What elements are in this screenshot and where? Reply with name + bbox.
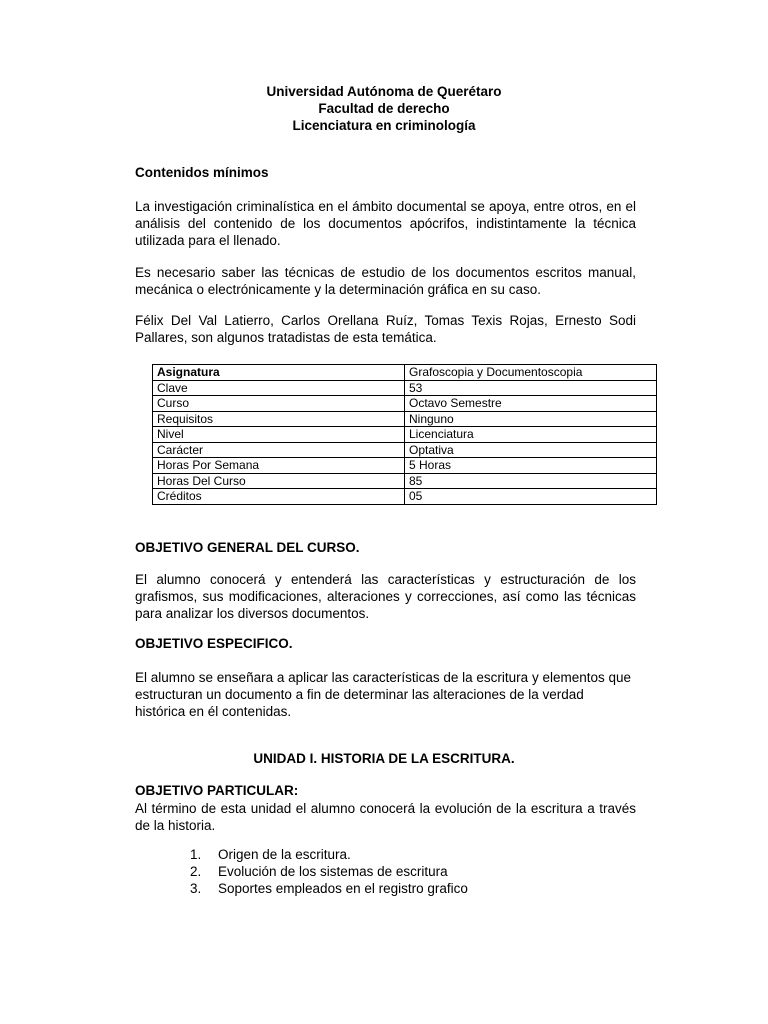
contenidos-title: Contenidos mínimos [135, 165, 269, 180]
list-item-number: 3. [190, 881, 202, 896]
table-cell-value: Optativa [405, 442, 657, 458]
table-row [153, 442, 657, 458]
table-row [153, 489, 657, 505]
course-info-table [152, 364, 657, 505]
objetivo-particular-text: Al término de esta unidad el alumno conocerá la evolución de la escritura a través de la historia. [135, 801, 636, 833]
document-header [0, 83, 768, 134]
table-row [153, 473, 657, 489]
program-name: Licenciatura en criminología [292, 118, 476, 133]
faculty-name: Facultad de derecho [318, 101, 450, 116]
contenidos-paragraph-3: Félix Del Val Latierro, Carlos Orellana Ruíz, Tomas Texis Rojas, Ernesto Sodi Pallares, son algunos tratadistas de esta temática. [135, 313, 636, 345]
objetivo-especifico-text: El alumno se enseñara a aplicar las características de la escritura y elementos que estructuran un documento a fin de determinar las alteraciones de la verdad histórica en él contenidas. [135, 670, 631, 719]
list-item-text: Soportes empleados en el registro grafico [218, 881, 468, 896]
table-cell-label: Requisitos [153, 411, 405, 427]
objetivo-particular-title: OBJETIVO PARTICULAR: [135, 783, 299, 798]
table-cell-value: 53 [405, 380, 657, 396]
university-name: Universidad Autónoma de Querétaro [266, 84, 502, 99]
table-cell-value: 85 [405, 473, 657, 489]
list-item-text: Origen de la escritura. [218, 847, 351, 862]
list-item [190, 880, 468, 897]
table-row [153, 458, 657, 474]
table-cell-label: Carácter [153, 442, 405, 458]
objetivo-especifico-title: OBJETIVO ESPECIFICO. [135, 636, 293, 651]
table-cell-label: Clave [153, 380, 405, 396]
table-cell-value: Ninguno [405, 411, 657, 427]
objetivo-general-title: OBJETIVO GENERAL DEL CURSO. [135, 540, 360, 555]
table-cell-label: Créditos [153, 489, 405, 505]
table-cell-value: Licenciatura [405, 427, 657, 443]
unidad-title: UNIDAD I. HISTORIA DE LA ESCRITURA. [253, 751, 515, 766]
contenidos-paragraph-1: La investigación criminalística en el ámbito documental se apoya, entre otros, en el análisis del contenido de los documentos apócrifos, indistintamente la técnica utilizada para el llenado. [135, 199, 636, 248]
list-item [190, 846, 468, 863]
table-row [153, 396, 657, 412]
table-cell-value: Octavo Semestre [405, 396, 657, 412]
table-row [153, 411, 657, 427]
table-cell-label: Nivel [153, 427, 405, 443]
list-item-number: 2. [190, 864, 202, 879]
table-header-label: Asignatura [153, 365, 405, 381]
table-cell-value: 5 Horas [405, 458, 657, 474]
table-cell-value: 05 [405, 489, 657, 505]
table-cell-label: Horas Por Semana [153, 458, 405, 474]
list-item [190, 863, 468, 880]
table-header-value: Grafoscopia y Documentoscopia [405, 365, 657, 381]
table-row [153, 380, 657, 396]
table-cell-label: Horas Del Curso [153, 473, 405, 489]
contenidos-paragraph-2: Es necesario saber las técnicas de estudio de los documentos escritos manual, mecánica o electrónicamente y la determinación gráfica en su caso. [135, 265, 636, 297]
table-row [153, 427, 657, 443]
table-header-row [153, 365, 657, 381]
objetivo-general-text: El alumno conocerá y entenderá las características y estructuración de los grafismos, sus modificaciones, alteraciones y correcciones, así como las técnicas para analizar los diversos documentos. [135, 572, 636, 621]
list-item-number: 1. [190, 847, 202, 862]
list-item-text: Evolución de los sistemas de escritura [218, 864, 448, 879]
table-cell-label: Curso [153, 396, 405, 412]
topics-list [190, 846, 468, 897]
